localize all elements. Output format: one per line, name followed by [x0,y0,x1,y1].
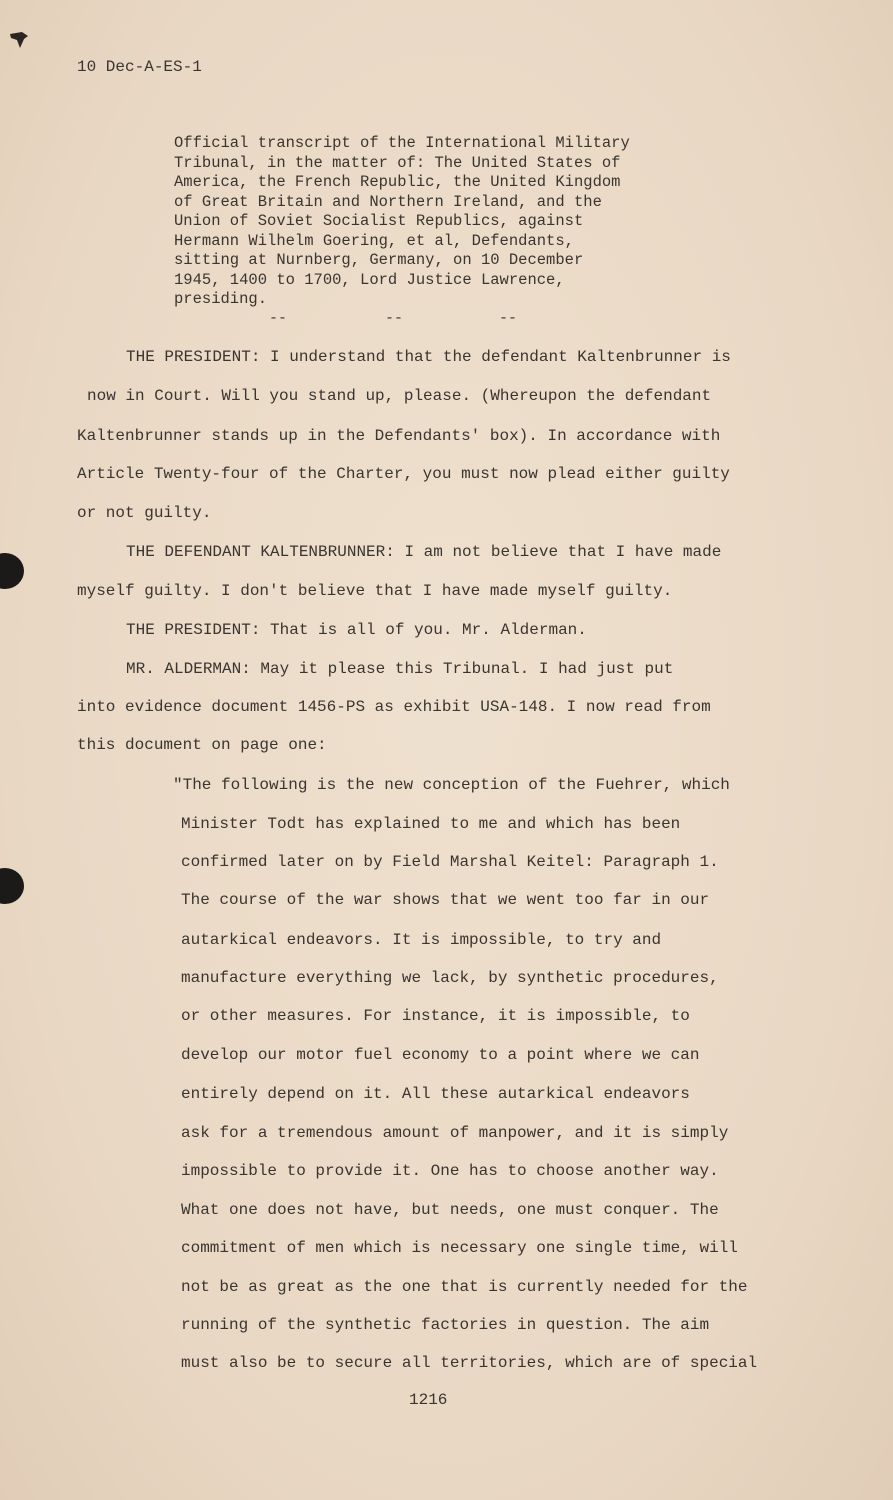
body-line: MR. ALDERMAN: May it please this Tribunal. I had just put [126,660,674,678]
document-id: 10 Dec-A-ES-1 [77,58,202,76]
quote-line: impossible to provide it. One has to choose another way. [181,1162,719,1180]
separator-dash: -- [385,310,404,327]
quote-line: not be as great as the one that is currently needed for the [181,1278,748,1296]
quote-line: develop our motor fuel economy to a point where we can [181,1046,700,1064]
heading-line: sitting at Nurnberg, Germany, on 10 December [174,251,584,269]
body-line: this document on page one: [77,736,327,754]
quote-line: confirmed later on by Field Marshal Keitel: Paragraph 1. [181,853,719,871]
body-line: Kaltenbrunner stands up in the Defendants' box). In accordance with [77,427,721,445]
body-line: into evidence document 1456-PS as exhibit USA-148. I now read from [77,698,711,716]
heading-line: America, the French Republic, the United Kingdom [174,173,621,191]
heading-line: presiding. [174,290,268,308]
body-line: THE PRESIDENT: I understand that the defendant Kaltenbrunner is [126,348,731,366]
separator-dash: -- [499,310,518,327]
quote-line: ask for a tremendous amount of manpower, and it is simply [181,1124,729,1142]
quote-line: running of the synthetic factories in question. The aim [181,1316,710,1334]
heading-line: of Great Britain and Northern Ireland, and the [174,192,602,211]
quote-line: or other measures. For instance, it is impossible, to [181,1007,690,1025]
quote-line: autarkical endeavors. It is impossible, to try and [181,931,662,949]
body-line: myself guilty. I don't believe that I have made myself guilty. [77,582,673,600]
separator-dash: -- [269,310,288,327]
body-line: Article Twenty-four of the Charter, you must now plead either guilty [77,465,730,483]
punch-hole-bottom [0,868,24,904]
quote-line: Minister Todt has explained to me and which has been [181,815,681,833]
heading-line: 1945, 1400 to 1700, Lord Justice Lawrence, [174,270,565,289]
heading-line: Union of Soviet Socialist Republics, against [174,212,584,230]
heading-line: Tribunal, in the matter of: The United States of [174,153,621,172]
page-number: 1216 [409,1391,448,1409]
quote-line: manufacture everything we lack, by synthetic procedures, [181,969,719,987]
transcript-heading [174,134,694,310]
heading-line: Official transcript of the International Military [174,134,630,152]
body-line: now in Court. Will you stand up, please. (Whereupon the defendant [87,387,712,405]
quote-line: commitment of men which is necessary one single time, will [181,1239,738,1257]
body-line: THE DEFENDANT KALTENBRUNNER: I am not believe that I have made [126,543,722,561]
quote-line: entirely depend on it. All these autarkical endeavors [181,1085,690,1103]
quote-line: The course of the war shows that we went too far in our [181,891,710,909]
ink-blot-icon [8,30,30,50]
punch-hole-top [0,553,24,589]
quote-line: What one does not have, but needs, one must conquer. The [181,1201,719,1219]
heading-line: Hermann Wilhelm Goering, et al, Defendants, [174,231,574,250]
body-line: THE PRESIDENT: That is all of you. Mr. Alderman. [126,621,587,639]
quote-line: must also be to secure all territories, which are of special [181,1354,758,1372]
quote-line: "The following is the new conception of the Fuehrer, which [173,776,730,794]
body-line: or not guilty. [77,504,212,522]
